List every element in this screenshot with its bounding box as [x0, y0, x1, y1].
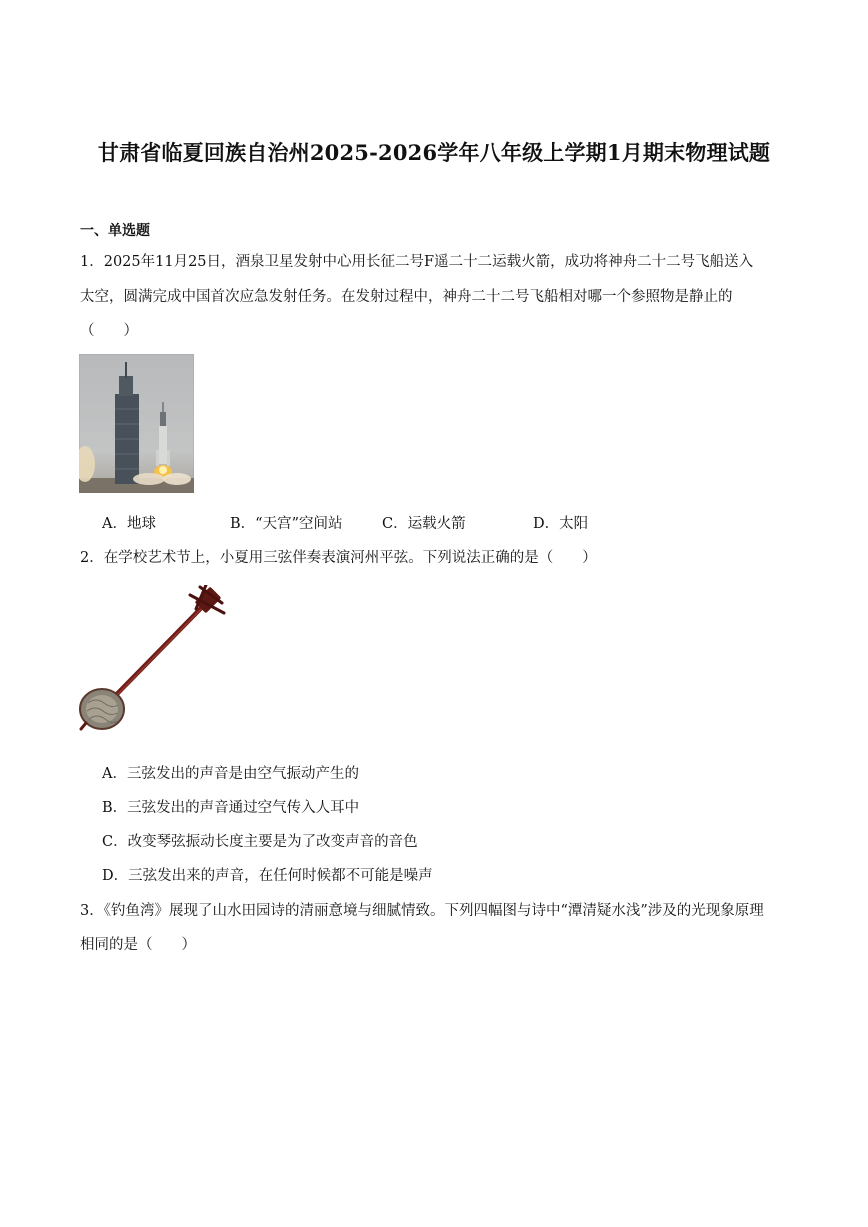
question-3-line-1: 3．《钓鱼湾》展现了山水田园诗的清丽意境与细腻情致。下列四幅图与诗中“潭清疑水浅”涉及的光现象原理 [80, 903, 764, 919]
q1-option-b[interactable]: B．“天宫”空间站 [230, 516, 343, 532]
q2-option-b[interactable]: B．三弦发出的声音通过空气传入人耳中 [102, 800, 360, 816]
q2-option-a[interactable]: A．三弦发出的声音是由空气振动产生的 [102, 766, 359, 782]
q1-option-c[interactable]: C．运载火箭 [382, 516, 466, 532]
section-heading: 一、单选题 [80, 223, 150, 239]
question-1-line-2: 太空，圆满完成中国首次应急发射任务。在发射过程中，神舟二十二号飞船相对哪一个参照物是静止的 [80, 289, 733, 305]
q1-option-d[interactable]: D．太阳 [533, 516, 589, 532]
question-2-line-1: 2．在学校艺术节上，小夏用三弦伴奏表演河州平弦。下列说法正确的是（ ） [80, 550, 597, 566]
question-1-line-1: 1．2025年11月25日，酒泉卫星发射中心用长征二号F遥二十二运载火箭，成功将神舟二十二号飞船送入 [80, 254, 754, 270]
q1-option-a[interactable]: A．地球 [102, 516, 156, 532]
q2-option-c[interactable]: C．改变琴弦振动长度主要是为了改变声音的音色 [102, 834, 418, 850]
q2-option-d[interactable]: D．三弦发出来的声音，在任何时候都不可能是噪声 [102, 868, 433, 884]
exam-title: 甘肃省临夏回族自治州2025-2026学年八年级上学期1月期末物理试题 [97, 140, 771, 165]
question-1-line-3: （ ） [80, 323, 138, 339]
rocket-launch-photo [79, 354, 194, 493]
sanxian-instrument-image [78, 585, 228, 735]
question-3-line-2: 相同的是（ ） [80, 937, 196, 953]
